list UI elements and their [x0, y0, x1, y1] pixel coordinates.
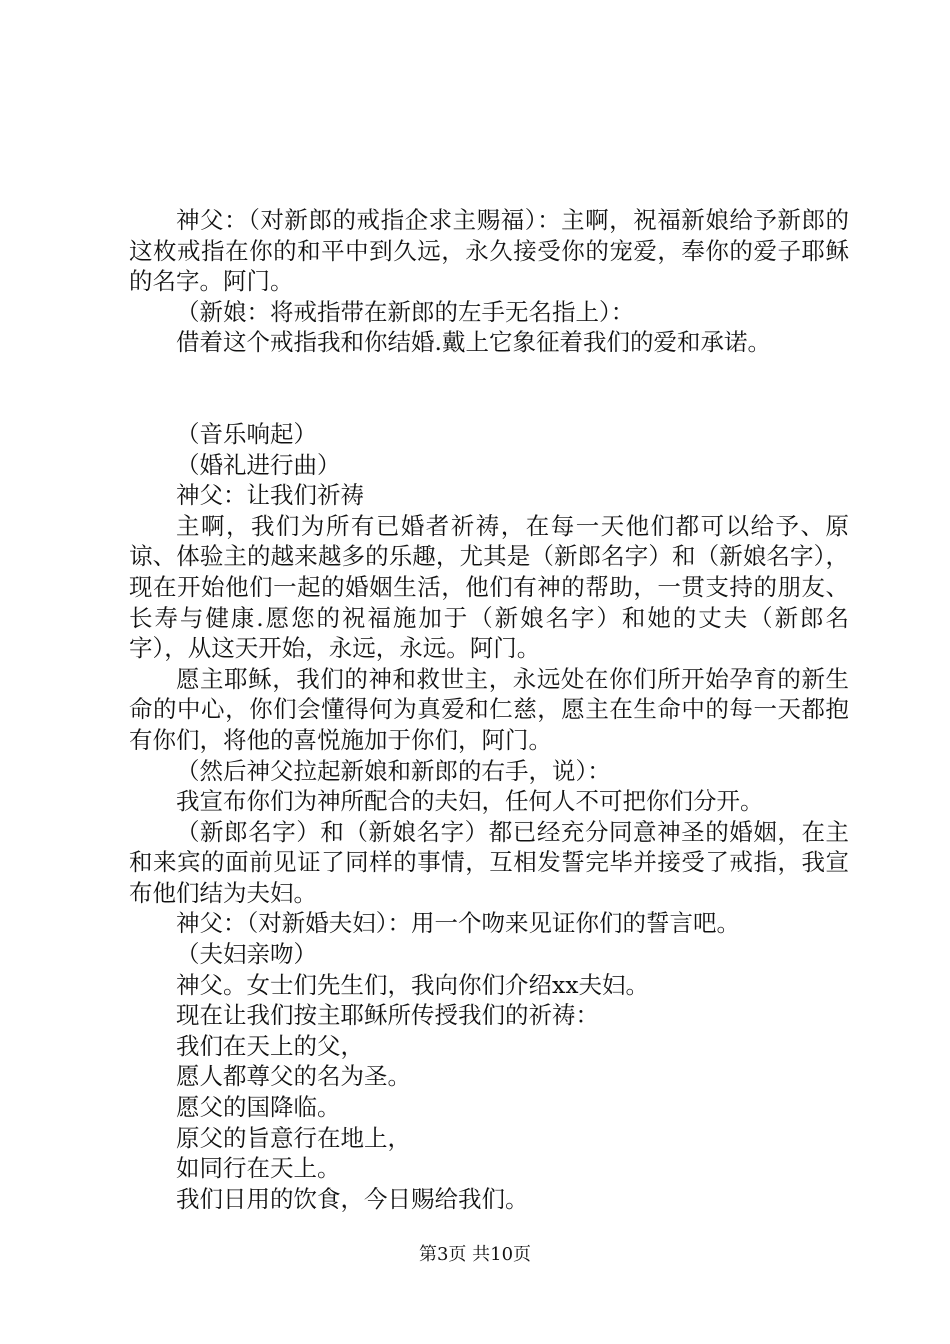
paragraph: 愿人都尊父的名为圣。 — [176, 1062, 411, 1091]
paragraph: （新郎名字）和（新娘名字）都已经充分同意神圣的婚姻，在主和来宾的面前见证了同样的事情，互相发誓完毕并接受了戒指，我宣布他们结为夫妇。 — [129, 817, 849, 907]
paragraph: 现在让我们按主耶稣所传授我们的祈祷： — [176, 1001, 599, 1030]
page-footer: 第3页 共10页 — [418, 1244, 532, 1265]
paragraph: 我们日用的饮食，今日赐给我们。 — [176, 1184, 529, 1213]
paragraph: 愿父的国降临。 — [176, 1093, 341, 1122]
paragraph: （夫妇亲吻） — [176, 940, 317, 969]
paragraph: 愿主耶稣，我们的神和救世主，永远处在你们所开始孕育的新生命的中心，你们会懂得何为真爱和仁慈，愿主在生命中的每一天都抱有你们，将他的喜悦施加于你们，阿门。 — [129, 664, 849, 754]
paragraph: 如同行在天上。 — [176, 1154, 341, 1183]
paragraph: 原父的旨意行在地上， — [176, 1123, 411, 1152]
paragraph: （音乐响起） — [176, 419, 317, 448]
document-body — [129, 205, 849, 1214]
paragraph: 神父：（对新郎的戒指企求主赐福）：主啊，祝福新娘给予新郎的这枚戒指在你的和平中到久远，永久接受你的宠爱，奉你的爱子耶稣的名字。阿门。 — [129, 206, 849, 296]
paragraph: 神父。女士们先生们，我向你们介绍xx夫妇。 — [176, 970, 650, 999]
paragraph: 主啊，我们为所有已婚者祈祷，在每一天他们都可以给予、原谅、体验主的越来越多的乐趣，尤其是（新郎名字）和（新娘名字），现在开始他们一起的婚姻生活，他们有神的帮助，一贯支持的朋友、长寿与健康.愿您的祝福施加于（新娘名字）和她的丈夫（新郎名字），从这天开始，永远，永远。阿门。 — [129, 511, 849, 663]
paragraph-spacer — [129, 358, 849, 419]
paragraph: 我们在天上的父， — [176, 1031, 364, 1060]
paragraph: （然后神父拉起新娘和新郎的右手，说）： — [176, 756, 611, 785]
paragraph: （新娘：将戒指带在新郎的左手无名指上）： — [176, 297, 635, 326]
paragraph: 神父：（对新婚夫妇）：用一个吻来见证你们的誓言吧。 — [176, 909, 740, 938]
paragraph: （婚礼进行曲） — [176, 450, 341, 479]
paragraph: 我宣布你们为神所配合的夫妇，任何人不可把你们分开。 — [176, 787, 764, 816]
paragraph: 借着这个戒指我和你结婚.戴上它象征着我们的爱和承诺。 — [176, 328, 771, 357]
paragraph: 神父：让我们祈祷 — [176, 481, 364, 510]
